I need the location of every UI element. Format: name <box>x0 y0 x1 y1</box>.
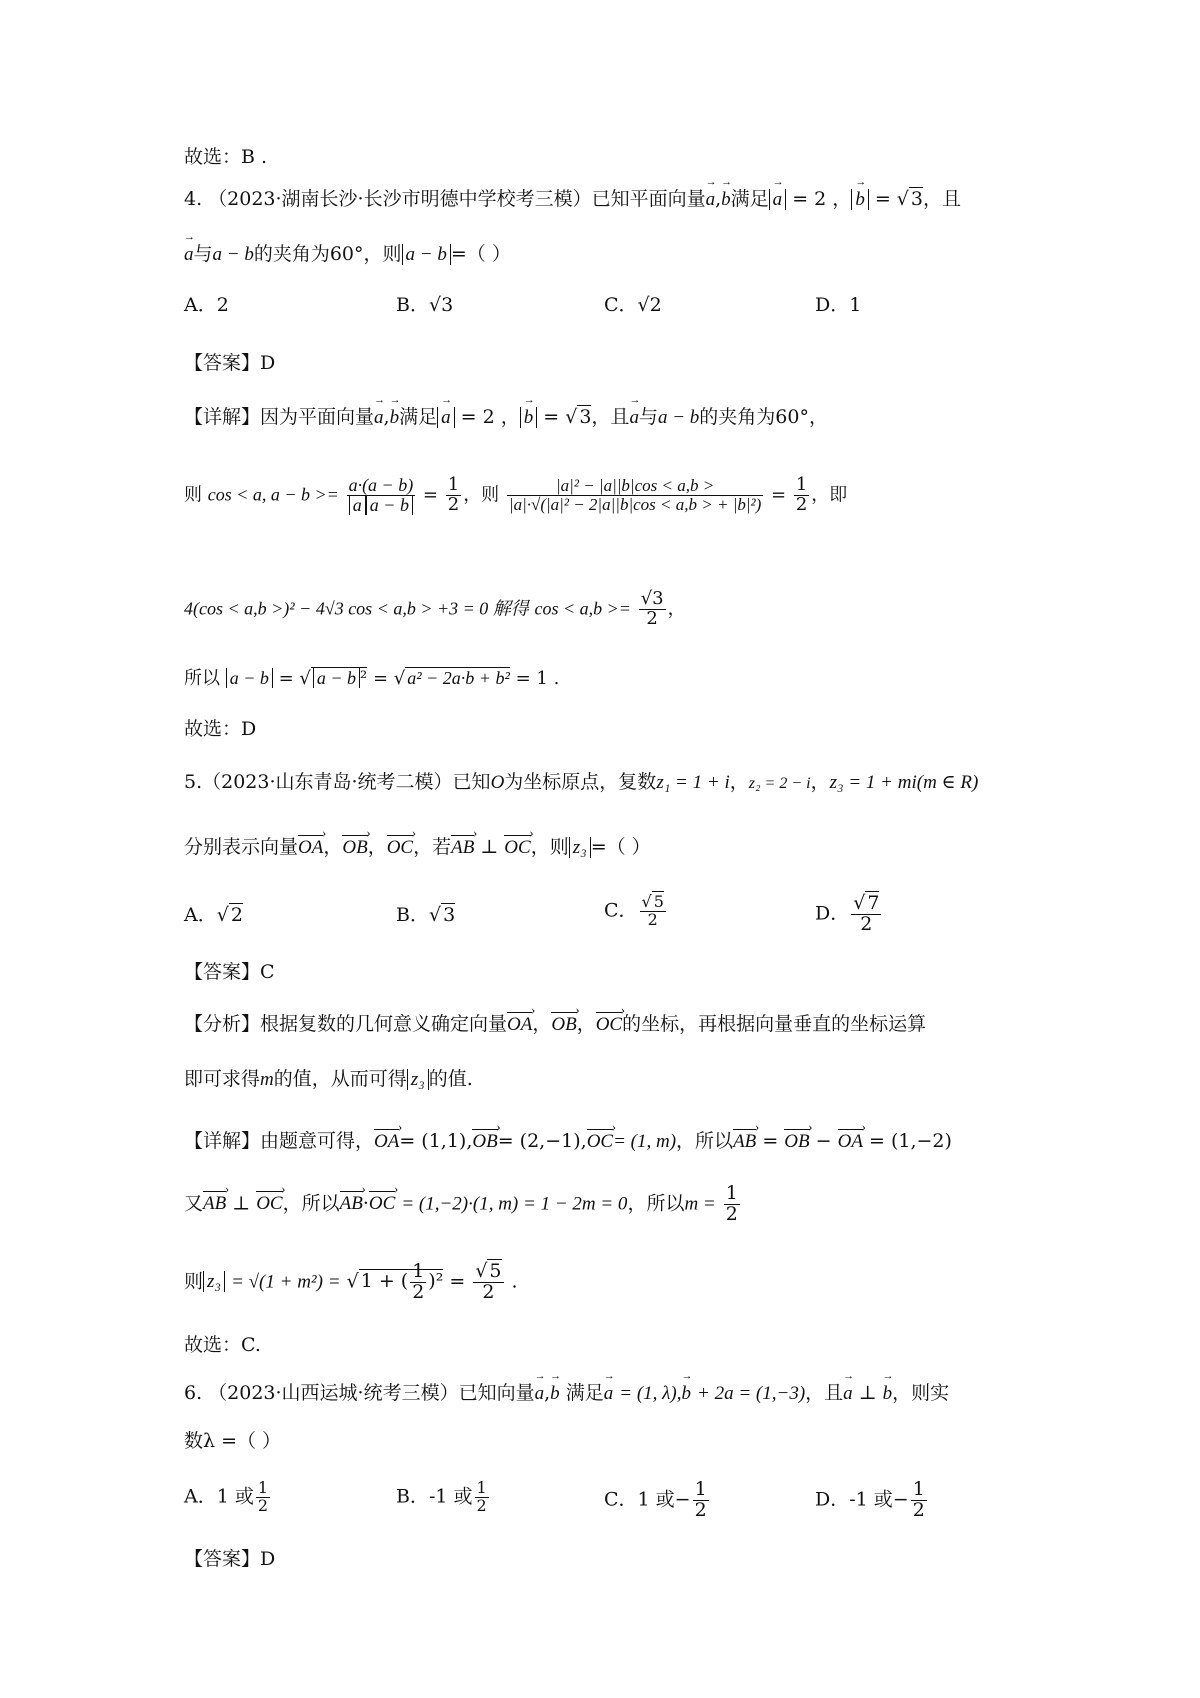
q4-detail-line1: 【详解】因为平面向量→ a,→ b满足→ a = 2 ，→ b = √ 3，且→ a与a − b的夹角为60°， <box>184 408 828 427</box>
q5-stem-line2: 分别表示向量OA ›，OB ›，OC ›，若AB › ⊥ OC ›，则 z₃ =（ ） <box>184 838 651 857</box>
q4-calc-line2: 4(cos < a,b >)² − 4√3 cos < a,b > +3 = 0 解得 cos < a,b >= $\frac{√3}{2}$ ， <box>184 588 686 629</box>
q4-calc-text: ，即 <box>811 484 848 506</box>
q5-analysis-text: 的值. <box>428 1068 473 1090</box>
q4-calc-text: ，则 <box>463 484 500 506</box>
q5-analysis-line2: 即可求得m的值，从而可得 z₃ 的值. <box>184 1068 473 1090</box>
q6-option-c: C．1 或− $\frac{1}{2}$ <box>604 1478 707 1521</box>
q5-detail-line2: 又AB › ⊥ OC ›，所以AB ›·OC › = (1,−2)·(1, m) = 1 − 2m = 0，所以m = $\frac{1}{2}$ <box>184 1184 742 1225</box>
q4-calc-text: 所以 <box>184 668 220 689</box>
q5-analysis-text: 【分析】根据复数的几何意义确定向量 <box>184 1013 508 1035</box>
q5-detail-text: ，所以 <box>282 1192 340 1215</box>
frac-num: 1 <box>795 474 808 495</box>
q5-detail-text: 则 <box>184 1270 204 1293</box>
q4-calc-line3: 所以 a − b = √ a − b ² = √ a² − 2a·b + b² = 1 . <box>184 668 560 689</box>
z3-expr: z₃ = 1 + mi(m ∈ R) <box>829 772 979 793</box>
q4-detail-text: 与 <box>638 406 658 428</box>
frac-den: 2 <box>795 493 808 515</box>
q5-analysis-text: 的值，从而可得 <box>273 1068 407 1090</box>
q6-answer: 【答案】D <box>184 1548 276 1570</box>
q4-calc-text: = 1 . <box>515 668 560 689</box>
q4-stem-text: 的夹角为60°，则 <box>253 243 402 265</box>
q5-stem-line1: 5.（2023·山东青岛·统考二模）已知O为坐标原点，复数z₁ = 1 + i，z₂ = 2 − i，z₃ = 1 + mi(m ∈ R) <box>184 771 979 793</box>
vec-b: → b <box>721 190 731 209</box>
z2-expr: z₂ = 2 − i <box>748 775 811 792</box>
q5-detail-text: 又 <box>184 1192 204 1215</box>
q4-detail-text: ，且 <box>591 406 630 428</box>
q5-end: 故选：C. <box>184 1334 261 1356</box>
frac-num: √3 <box>640 588 664 609</box>
q4-option-b: B．√3 <box>396 294 454 316</box>
abs-a-minus-b: a − b <box>402 244 451 265</box>
q4-stem-text: 与 <box>193 243 213 265</box>
q5-option-c: C． $\frac{√ 5}{2}$ <box>604 892 664 929</box>
q6-option-a: A．1 或 $\frac{1}{2}$ <box>184 1478 269 1515</box>
q4-calc-text: 则 <box>184 484 202 506</box>
q5-stem-text: 分别表示向量 <box>184 836 299 858</box>
q5-option-d: D． $\frac{√ 7}{2}$ <box>815 892 880 935</box>
q5-stem-text: ，则 <box>530 836 569 858</box>
frac-den: 2 <box>447 493 460 515</box>
q4-stem-text: =（ ） <box>450 243 511 265</box>
q4-stem-line2 <box>184 245 511 264</box>
q5-analysis-text: 即可求得 <box>184 1068 261 1090</box>
abs-b: → b <box>851 189 869 210</box>
q4-calc-line1: 则 cos < a, a − b >= $\frac{a\cdot(a - b)}{\text{a a − b}}$ = $\frac{1}{2}$ ，则 $\frac{\text{|a|² − |a||b|cos < a,b >}}{\text{|a|·√(|a|² − 2|a||b|cos < a,b > + |b|²)}}$ = $\frac{1}{2}$ ，即 <box>184 474 848 515</box>
conclusion-text: 故选：B . <box>184 146 268 168</box>
q6-stem-text: 6. （2023·山西运城·统考三模）已知向量 <box>184 1382 535 1404</box>
q5-detail-line3: 则 z₃ = √(1 + m²) = √ 1 + ( $\frac{1}{2}$ )² = $\frac{√ 5}{2}$ . <box>184 1260 518 1303</box>
q4-detail-text: 【详解】因为平面向量 <box>184 406 375 428</box>
q4-detail-text: 满足 <box>399 406 438 428</box>
q5-stem-text: 为坐标原点，复数 <box>504 771 657 793</box>
q5-option-a: A．√ 2 <box>184 904 243 926</box>
q4-end: 故选：D <box>184 718 257 740</box>
z1-expr: z₁ = 1 + i <box>656 772 730 793</box>
q6-option-b: B．-1 或 $\frac{1}{2}$ <box>396 1478 487 1515</box>
vec-a-minus-b: a − b <box>212 244 254 265</box>
q5-option-b: B．√ 3 <box>396 904 456 926</box>
q6-option-d: D．-1 或− $\frac{1}{2}$ <box>815 1478 925 1521</box>
q5-detail-line1: 【详解】由题意可得，OA ›= (1,1),OB ›= (2,−1),OC ›= (1, m)，所以AB › = OB › − OA › = (1,−2) <box>184 1132 952 1151</box>
q4-calc-text: 4(cos < a,b >)² − 4√3 cos < a,b > +3 = 0 解得 <box>184 598 529 619</box>
q6-stem-text: ，则实 <box>892 1382 950 1404</box>
q5-detail-text: 【详解】由题意可得， <box>184 1130 375 1152</box>
q4-stem-text: ，且 <box>923 188 962 210</box>
vec-a: → a <box>184 245 194 264</box>
q5-analysis-text: 的坐标，再根据向量垂直的坐标运算 <box>622 1013 927 1035</box>
q6-stem-line1: 6. （2023·山西运城·统考三模）已知向量→ a,→ b 满足→ a = (1, λ),→ b + 2a = (1,−3)，且→ a ⊥ → b，则实 <box>184 1384 949 1403</box>
q5-detail-text: ，所以 <box>676 1130 734 1152</box>
q5-detail-text: ，所以 <box>627 1192 685 1215</box>
frac-den: 2 <box>639 609 666 629</box>
q4-option-d: D．1 <box>815 294 862 316</box>
q6-stem-line2: 数λ =（ ） <box>184 1430 282 1452</box>
q4-option-c: C．√2 <box>604 294 662 316</box>
text-line <box>184 148 267 167</box>
vec-a: → a <box>706 190 716 209</box>
q5-stem-text: ，若 <box>413 836 452 858</box>
q4-stem-text: 4. （2023·湖南长沙·长沙市明德中学校考三模）已知平面向量 <box>184 188 706 210</box>
q5-analysis-line1: 【分析】根据复数的几何意义确定向量OA ›，OB ›，OC ›的坐标，再根据向量垂直的坐标运算 <box>184 1015 926 1034</box>
q4-detail-text: 的夹角为60°， <box>699 406 828 428</box>
q6-stem-text: 满足 <box>565 1382 604 1404</box>
q6-stem-text: ，且 <box>805 1382 844 1404</box>
abs-a: → a <box>769 189 787 210</box>
q4-option-a: A．2 <box>184 294 229 316</box>
frac-num: 1 <box>447 474 460 495</box>
q4-stem-line1: 4. （2023·湖南长沙·长沙市明德中学校考三模）已知平面向量→ a,→ b满足→ a = 2 ，→ b = √ 3，且 <box>184 190 961 209</box>
q4-calc-text: ， <box>667 598 686 620</box>
q5-answer: 【答案】C <box>184 961 275 983</box>
q4-stem-text: 满足 <box>730 188 769 210</box>
q4-answer: 【答案】D <box>184 352 276 374</box>
q5-stem-text: 5.（2023·山东青岛·统考二模）已知 <box>184 771 491 793</box>
q5-stem-text: =（ ） <box>590 836 651 858</box>
